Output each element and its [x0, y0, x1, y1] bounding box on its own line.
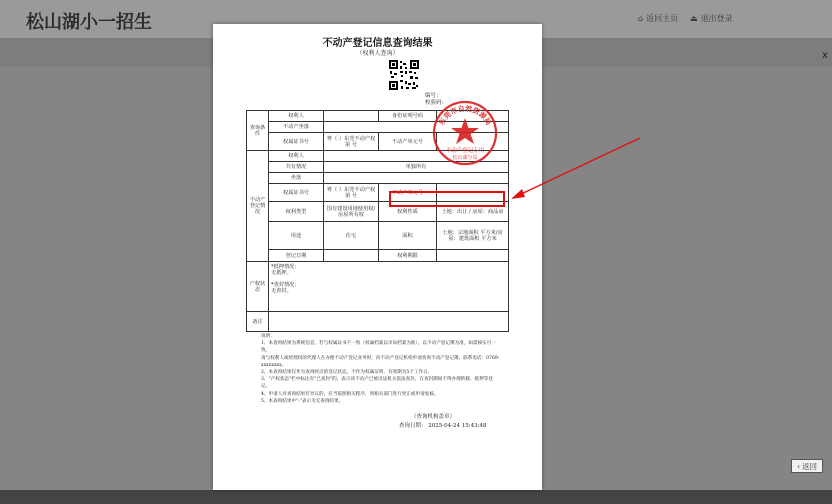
home-button[interactable]	[638, 13, 678, 24]
remarks-label: 备注	[247, 312, 269, 332]
cell-empty	[269, 312, 509, 332]
chevron-left-icon: ‹	[797, 461, 800, 471]
mortgage-value: 无抵押。	[271, 270, 292, 276]
cell-right-type: 权利类型	[269, 202, 324, 222]
official-seal-icon	[431, 99, 499, 167]
query-date-value: 2025-04-24 15:43:48	[428, 423, 487, 429]
registration-status-label: 不动产登记情况	[247, 151, 269, 262]
cell-reg-date: 登记日期	[269, 250, 324, 262]
logout-label: 退出登录	[700, 14, 733, 23]
query-org: （查询机构盖章）	[411, 414, 456, 420]
cell-right-nature-value: 土地：出让 / 房屋：商品房	[437, 202, 509, 222]
back-button[interactable]	[791, 459, 823, 473]
cell-location: 不动产坐落	[269, 122, 324, 133]
app-title: 松山湖小一招生	[26, 12, 152, 33]
cell-right-type-value: 国有建设用地使用权/房屋所有权	[324, 202, 379, 222]
cell-location-2: 坐落	[269, 173, 324, 184]
cell-id-number: 身份证明号码	[379, 111, 437, 122]
svg-text:不动产登记专用: 不动产登记专用	[445, 148, 485, 154]
seizure-value: 无查封。	[271, 288, 292, 294]
cell-unit-number: 不动产单元号	[379, 133, 437, 151]
cell-co-ownership-value: 单独所有	[324, 162, 509, 173]
property-status-cell	[269, 262, 509, 312]
logout-icon: ⏏	[690, 14, 698, 23]
number-label: 编号：	[425, 93, 442, 99]
close-button[interactable]: x	[822, 50, 828, 61]
note-line: 3、"产权状态"栏中标注有"已查封"的，表示该不动产已被司法机关依法查封，在查封期间不得办理转移、抵押等登记。	[261, 377, 493, 390]
svg-text:松山湖分局: 松山湖分局	[452, 155, 478, 161]
document-title: 不动产登记信息查询结果	[322, 38, 433, 49]
cell-rights-holder-2: 权利人	[269, 151, 324, 162]
checksum-label: 校验码：	[425, 100, 448, 106]
highlight-box	[389, 191, 505, 207]
home-icon: ⌂	[638, 14, 644, 23]
note-line: 请与权利人或经授权的代理人在办理不动产登记业务时，向不动产登记机构申请查询不动产登记簿。联系电话：0769-xxxxxxxx。	[261, 355, 500, 368]
note-line: 1、本查询结果为系统信息，若与权属证书不一致（权属档案以市局档案为准），以不动产登记簿为准，如需核实可一致。	[261, 341, 496, 354]
cell-empty	[437, 250, 509, 262]
cell-empty	[324, 173, 509, 184]
cell-empty	[324, 250, 379, 262]
cell-co-ownership: 共有情况	[269, 162, 324, 173]
document-subtitle: （权利人查询）	[356, 50, 399, 57]
qr-code-icon	[388, 59, 420, 91]
home-label: 返回主页	[646, 14, 679, 23]
note-line: 4、申请人对查询结果有异议的，应当依照相关程序，到相关部门进行更正或申请复核。	[261, 391, 439, 397]
document-notes	[261, 333, 501, 405]
note-line: 2、本查询结果仅作为查询时点的登记状态，不作为权属证明，有效期为5个工作日。	[261, 370, 433, 376]
cell-cert-value-2: 粤（ ）东莞不动产权第 号	[324, 184, 379, 202]
document-image	[213, 24, 542, 490]
cell-area: 面积	[379, 222, 437, 250]
cell-term: 权利期限	[379, 250, 437, 262]
note-line: 说明：	[261, 334, 275, 339]
cell-cert-number: 权属证书号	[269, 133, 324, 151]
back-label: 返回	[802, 461, 817, 471]
cell-rights-holder: 权利人	[269, 111, 324, 122]
query-date	[399, 421, 486, 429]
query-condition-label: 查询条件	[247, 111, 269, 151]
logout-button[interactable]	[690, 13, 733, 24]
cell-cert-number-2: 权属证书号	[269, 184, 324, 202]
query-date-label: 查询日期：	[399, 423, 427, 429]
property-status-label: 产权状态	[247, 262, 269, 312]
seizure-label: *查封情况：	[271, 282, 300, 288]
cell-usage-value: 住宅	[324, 222, 379, 250]
cell-usage: 用途	[269, 222, 324, 250]
note-line: 5、本查询结果中"-"表示为无查询结果。	[261, 398, 344, 404]
cell-empty	[324, 111, 379, 122]
footer-bar	[0, 490, 832, 504]
cell-unit-number-2: 不动产单元号	[379, 184, 437, 202]
cell-cert-value: 粤（ ）东莞不动产权第 号	[324, 133, 379, 151]
cell-area-value: 土地：宗地面积 平方米/房屋：建筑面积 平方米	[437, 222, 509, 250]
cell-right-nature: 权利性质	[379, 202, 437, 222]
mortgage-label: *抵押情况：	[271, 264, 300, 270]
svg-text:东莞市自然资源局: 东莞市自然资源局	[437, 104, 493, 127]
